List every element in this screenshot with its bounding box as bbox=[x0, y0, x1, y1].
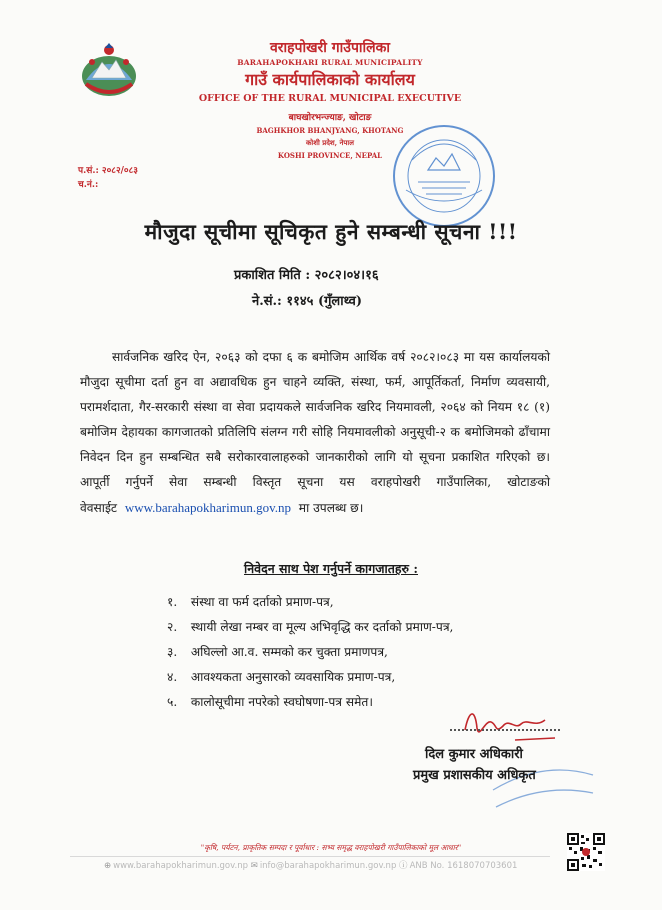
footer-website[interactable]: www.barahapokharimun.gov.np bbox=[113, 861, 248, 871]
dispatch-number: च.नं.: bbox=[78, 180, 99, 190]
province-en: KOSHI PROVINCE, NEPAL bbox=[277, 151, 383, 160]
nepal-samvat-date: ने.सं.: ११४५ (गुँलाथ्व) bbox=[252, 294, 362, 309]
office-stamp-icon bbox=[388, 120, 500, 232]
footer-pan: ANB No. 1618070703601 bbox=[409, 861, 518, 871]
signatory-designation: प्रमुख प्रशासकीय अधिकृत bbox=[413, 768, 536, 783]
address-en: BAGHKHOR BHANJYANG, KHOTANG bbox=[256, 126, 404, 135]
qr-code-icon[interactable] bbox=[567, 833, 605, 871]
footer-contact bbox=[104, 859, 584, 871]
office-name-np: गाउँ कार्यपालिकाको कार्यालय bbox=[245, 70, 415, 89]
list-item: २. स्थायी लेखा नम्बर वा मूल्य अभिवृद्धि कर दर्ताको प्रमाण-पत्र, bbox=[167, 620, 454, 634]
municipality-name-np: वराहपोखरी गाउँपालिका bbox=[269, 40, 391, 56]
signature-line bbox=[450, 729, 560, 731]
globe-icon: ⊕ bbox=[104, 861, 112, 871]
list-item: ४. आवश्यकता अनुसारको व्यवसायिक प्रमाण-पत्र, bbox=[167, 670, 396, 684]
website-link[interactable]: www.barahapokharimun.gov.np bbox=[124, 500, 292, 515]
list-item: ३. अघिल्लो आ.व. सम्मको कर चुक्ता प्रमाणपत्र, bbox=[167, 645, 388, 659]
notice-body-text: सार्वजनिक खरिद ऐन, २०६३ को दफा ६ क बमोजिम आर्थिक वर्ष २०८२।०८३ मा यस कार्यालयको मौजुदा सूचीमा दर्ता हुन वा अद्यावधिक हुन चाहने व्यक्ति, संस्था, फर्म, आपूर्तिकर्ता, निर्माण व्यवसायी, परामर्शदाता, गैर-सरकारी संस्था वा सेवा प्रदायकले सार्वजनिक खरिद नियमावली, २०६४ को नियम १८ (१) बमोजिम देहायका कागजातको प्रतिलिपि संलग्न गरी सोहि नियमावलीको अनुसूची-२ क बमोजिमको ढाँचामा निवेदन दिन हुन सम्बन्धित सबै सरोकारवालाहरुको जानकारीको लागि यो सूचना प्रकाशित गरिएको छ। आपूर्ती गर्नुपर्ने सेवा सम्बन्धी विस्तृत सूचना यस वराहपोखरी गाउँपालिका, खोटाङको वेवसाईट bbox=[80, 350, 550, 515]
list-item: १. संस्था वा फर्म दर्ताको प्रमाण-पत्र, bbox=[167, 595, 334, 609]
documents-list bbox=[167, 590, 567, 715]
letter-number: प.सं.: २०८२/०८३ bbox=[78, 166, 138, 176]
province-np: कोशी प्रदेश, नेपाल bbox=[306, 138, 354, 147]
nepal-emblem-icon bbox=[78, 40, 140, 102]
pan-icon: ⓘ bbox=[399, 861, 408, 871]
published-date: प्रकाशित मिति : २०८२।०४।१६ bbox=[234, 268, 379, 283]
footer-tagline: "कृषि, पर्यटन, प्राकृतिक सम्पदा र पूर्वाधार : सभ्य समृद्ध वराहपोखरी गाउँपालिकाको मूल आधार" bbox=[200, 843, 462, 852]
notice-body-end: मा उपलब्ध छ। bbox=[298, 501, 364, 515]
footer-email[interactable]: info@barahapokharimun.gov.np bbox=[259, 861, 397, 871]
office-name-en: OFFICE OF THE RURAL MUNICIPAL EXECUTIVE bbox=[198, 93, 462, 104]
notice-body bbox=[80, 345, 550, 521]
handwritten-signature bbox=[455, 700, 565, 750]
address-np: बाघखोरभन्ज्याङ, खोटाङ bbox=[288, 113, 372, 123]
footer-divider bbox=[70, 856, 550, 857]
documents-heading: निवेदन साथ पेश गर्नुपर्ने कागजातहरु : bbox=[244, 561, 418, 576]
municipality-name-en: BARAHAPOKHARI RURAL MUNICIPALITY bbox=[237, 58, 423, 67]
notice-title: मौजुदा सूचीमा सूचिकृत हुने सम्बन्धी सूचना !!! bbox=[144, 219, 518, 244]
signatory-name: दिल कुमार अधिकारी bbox=[425, 747, 523, 762]
mail-icon: ✉ bbox=[250, 861, 258, 871]
list-item: ५. कालोसूचीमा नपरेको स्वघोषणा-पत्र समेत। bbox=[167, 695, 373, 709]
